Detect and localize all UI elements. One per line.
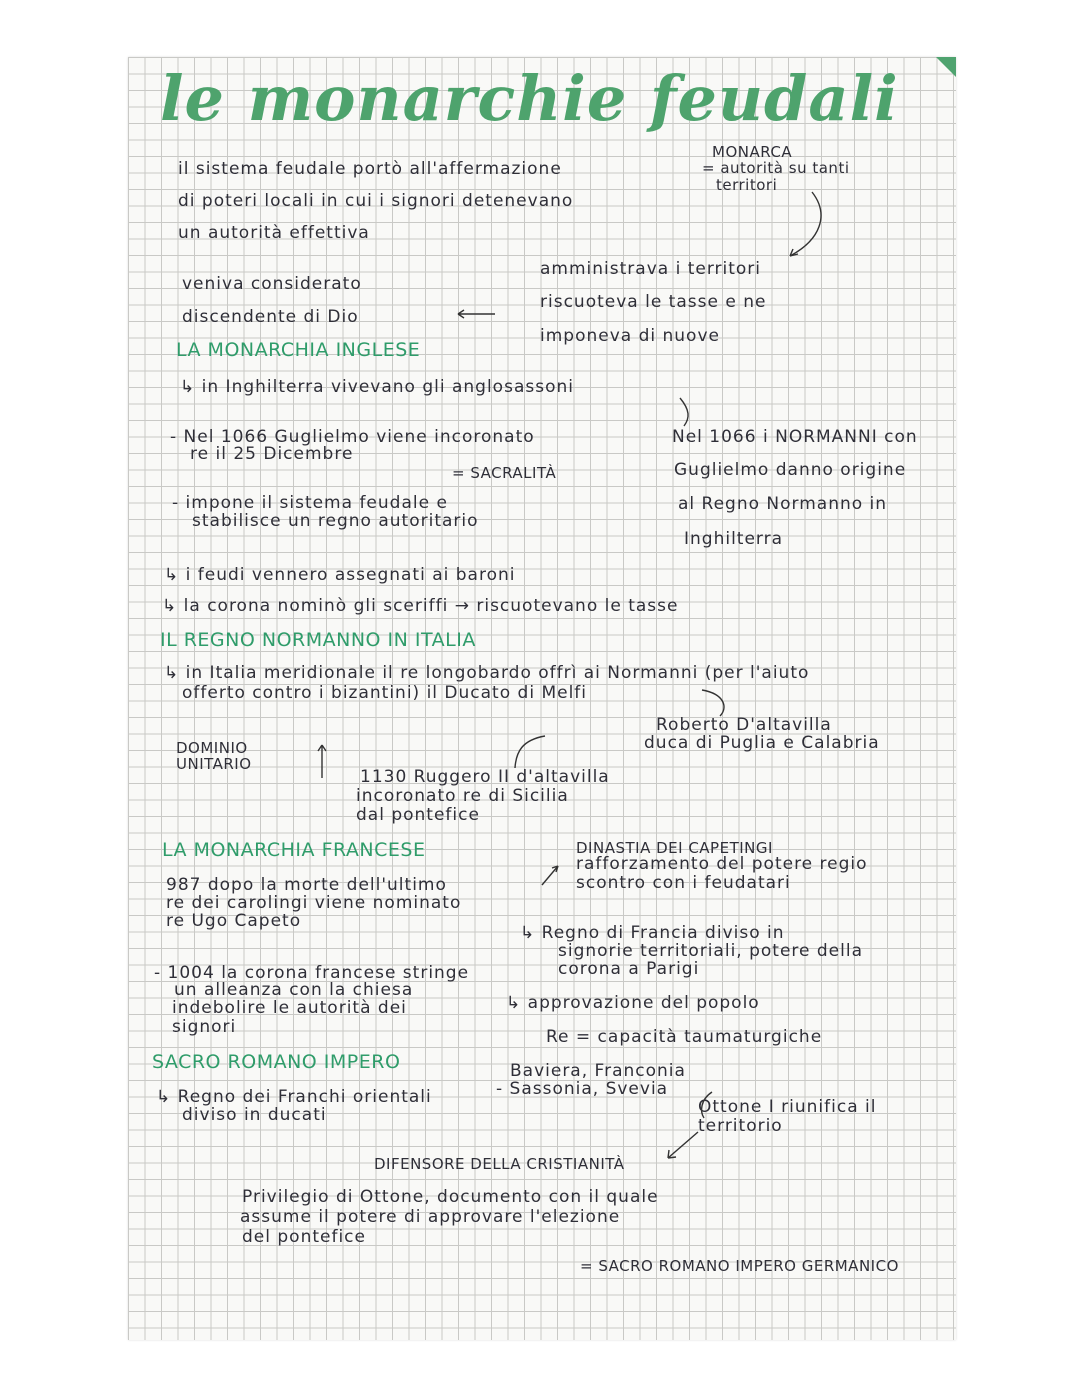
arrow-anglosassoni-down [680,398,688,426]
arrow-ottone-curve [702,1092,712,1118]
inglese-point-2a: - impone il sistema feudale e [172,493,448,513]
arrow-ruggero-curve [515,736,545,768]
normanni-right-4: Inghilterra [684,529,784,549]
regno-francia-1: ↳ Regno di Francia diviso in [520,923,785,943]
roberto-line-2: duca di Puglia e Calabria [644,733,880,753]
veniva-line-1: veniva considerato [182,274,362,294]
francese-1004-1: - 1004 la corona francese stringe [154,963,470,983]
arrow-dominio-up [318,745,326,778]
francese-987-1: 987 dopo la morte dell'ultimo [166,875,447,895]
sacro-finale: = SACRO ROMANO IMPERO GERMANICO [580,1257,899,1275]
re-taumaturgiche: Re = capacità taumaturgiche [546,1027,823,1047]
heading-monarchia-francese: LA MONARCHIA FRANCESE [162,839,426,861]
heading-regno-normanno: IL REGNO NORMANNO IN ITALIA [160,629,476,651]
approvazione-popolo: ↳ approvazione del popolo [506,993,760,1013]
arrow-monarca-to-territori [790,192,821,256]
normanno-line-2: offerto contro i bizantini) il Ducato di Melfi [182,683,588,703]
arrow-ducato-roberto [702,690,724,716]
amministrava-line-3: imponeva di nuove [540,326,720,346]
monarca-label: MONARCA [712,143,793,161]
ruggero-line-3: dal pontefice [356,805,480,825]
sacralita-label: = SACRALITÀ [452,464,557,482]
inglese-arrow-line: ↳ in Inghilterra vivevano gli anglosassoni [180,377,574,397]
dinastia-line-2: rafforzamento del potere regio [576,854,868,874]
francese-1004-4: signori [172,1017,237,1037]
inglese-sub-1: ↳ i feudi vennero assegnati ai baroni [164,565,516,585]
ducati-line-1: Baviera, Franconia [510,1061,686,1081]
ruggero-line-1: 1130 Ruggero II d'altavilla [360,767,610,787]
monarca-def: = autorità su tanti [702,159,850,177]
page-title: le monarchie feudali [160,62,899,135]
ottone-line-1: Ottone I riunifica il [698,1097,877,1117]
difensore-cristianita: DIFENSORE DELLA CRISTIANITÀ [374,1155,625,1173]
normanno-line-1: ↳ in Italia meridionale il re longobardo offrì ai Normanni (per l'aiuto [164,663,810,683]
francese-987-3: re Ugo Capeto [166,911,302,931]
arrow-left-veniva [458,310,495,318]
normanni-right-3: al Regno Normanno in [678,494,888,514]
inglese-point-1a: - Nel 1066 Guglielmo viene incoronato [170,427,535,447]
ottone-line-2: territorio [698,1116,783,1136]
arrow-dinastia [542,866,558,885]
heading-monarchia-inglese: LA MONARCHIA INGLESE [176,339,421,361]
regno-francia-3: corona a Parigi [558,959,700,979]
arrow-to-difensore [668,1132,698,1158]
ruggero-line-2: incoronato re di Sicilia [356,786,569,806]
privilegio-line-1: Privilegio di Ottone, documento con il quale [242,1187,659,1207]
sacro-regno-2: diviso in ducati [182,1105,327,1125]
ducati-line-2: - Sassonia, Svevia [496,1079,669,1099]
sacro-regno-1: ↳ Regno dei Franchi orientali [156,1087,432,1107]
francese-1004-3: indebolire le autorità dei [172,998,407,1018]
regno-francia-2: signorie territoriali, potere della [558,941,864,961]
heading-sacro-romano-impero: SACRO ROMANO IMPERO [152,1051,401,1073]
privilegio-line-3: del pontefice [242,1227,366,1247]
monarca-territori: territori [716,176,778,194]
intro-line-2: di poteri locali in cui i signori detenevano [178,191,574,211]
inglese-sub-2: ↳ la corona nominò gli sceriffi → riscuotevano le tasse [162,596,679,616]
normanni-right-2: Guglielmo danno origine [674,460,907,480]
normanni-right-1: Nel 1066 i NORMANNI con [672,427,918,447]
inglese-point-2b: stabilisce un regno autoritario [192,511,479,531]
francese-987-2: re dei carolingi viene nominato [166,893,462,913]
dominio-line-2: UNITARIO [176,755,252,773]
roberto-line-1: Roberto D'altavilla [656,715,832,735]
dominio-line-1: DOMINIO [176,739,248,757]
intro-line-3: un autorità effettiva [178,223,370,243]
amministrava-line-2: riscuoteva le tasse e ne [540,292,767,312]
veniva-line-2: discendente di Dio [182,307,359,327]
amministrava-line-1: amministrava i territori [540,259,762,279]
inglese-point-1b: re il 25 Dicembre [190,444,354,464]
francese-1004-2: un alleanza con la chiesa [174,980,414,1000]
dinastia-line-3: scontro con i feudatari [576,873,791,893]
intro-line-1: il sistema feudale portò all'affermazione [178,159,562,179]
dinastia-line-1: DINASTIA DEI CAPETINGI [576,839,773,857]
privilegio-line-2: assume il potere di approvare l'elezione [240,1207,621,1227]
